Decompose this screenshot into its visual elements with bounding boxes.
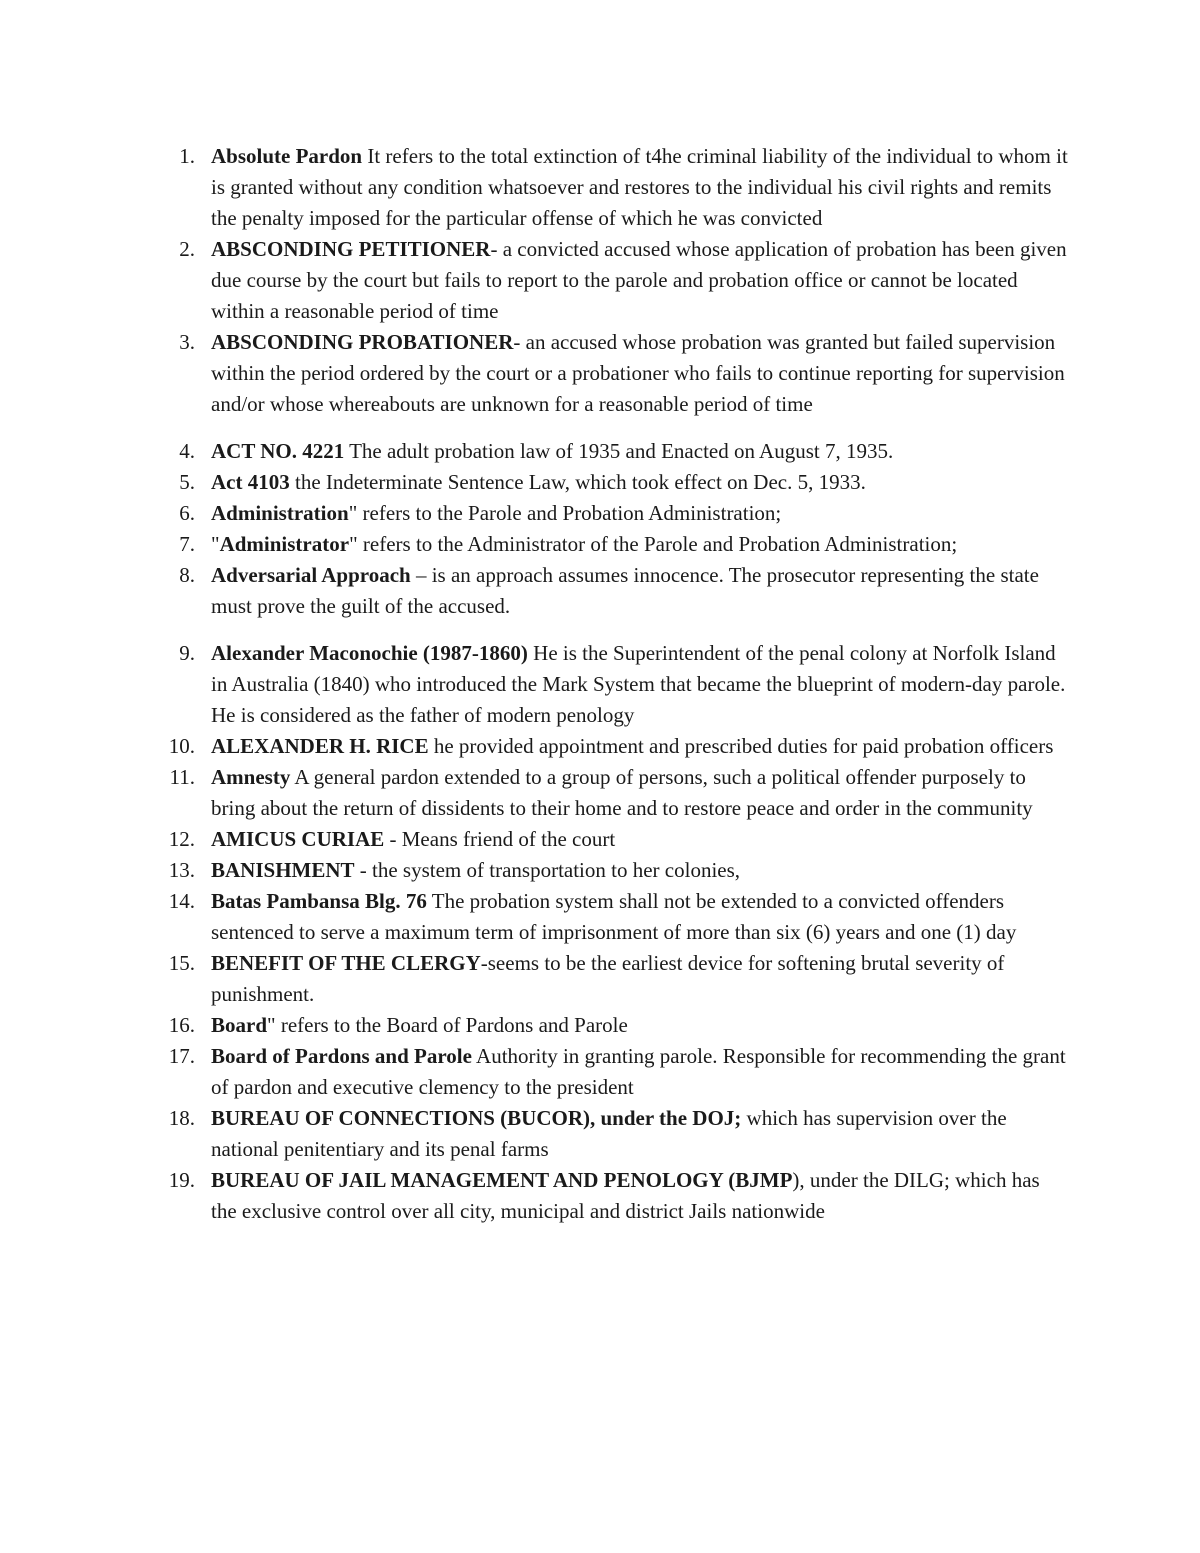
term: ABSCONDING PETITIONER	[211, 237, 491, 261]
definition: Authority in granting parole. Responsible for recommending the grant of pardon and executive clemency to the president	[211, 1044, 1066, 1099]
term: Amnesty	[211, 765, 291, 789]
term: BANISHMENT	[211, 858, 355, 882]
term: ABSCONDING PROBATIONER	[211, 330, 514, 354]
list-item	[0, 638, 1200, 731]
definition: he provided appointment and prescribed duties for paid probation officers	[428, 734, 1054, 758]
definition: A general pardon extended to a group of persons, such a political offender purposely to bring about the return of dissidents to their home and to restore peace and order in the community	[211, 765, 1033, 820]
term: ACT NO. 4221	[211, 439, 345, 463]
list-item	[0, 436, 1200, 467]
definition: ), under the DILG; which has the exclusive control over all city, municipal and district Jails nationwide	[211, 1168, 1040, 1223]
item-number: 13.	[168, 858, 195, 882]
item-number: 6.	[179, 501, 195, 525]
definition: - an accused whose probation was granted but failed supervision within the period ordered by the court or a probationer who fails to continue reporting for supervision and/or whose whereabouts are unknown for a reasonable period of time	[211, 330, 1065, 416]
term: Act 4103	[211, 470, 290, 494]
term: BUREAU OF JAIL MANAGEMENT AND PENOLOGY (BJMP	[211, 1168, 793, 1192]
list-item	[0, 327, 1200, 420]
list-item	[0, 824, 1200, 855]
definition: – is an approach assumes innocence. The prosecutor representing the state must prove the guilt of the accused.	[211, 563, 1039, 618]
definition: " refers to the Board of Pardons and Parole	[267, 1013, 628, 1037]
item-number: 9.	[179, 641, 195, 665]
definition: - the system of transportation to her colonies,	[354, 858, 741, 882]
term: Batas Pambansa Blg. 76	[211, 889, 427, 913]
list-item	[0, 1165, 1200, 1227]
item-number: 4.	[179, 439, 195, 463]
item-number: 10.	[168, 734, 195, 758]
list-item	[0, 762, 1200, 824]
list-item	[0, 731, 1200, 762]
item-number: 8.	[179, 563, 195, 587]
term: Administrator	[219, 532, 350, 556]
list-item	[0, 560, 1200, 622]
term: ALEXANDER H. RICE	[211, 734, 429, 758]
item-number: 18.	[168, 1106, 195, 1130]
list-item	[0, 234, 1200, 327]
item-number: 12.	[168, 827, 195, 851]
item-number: 11.	[169, 765, 195, 789]
item-number: 19.	[168, 1168, 195, 1192]
definition: " refers to the Parole and Probation Administration;	[348, 501, 782, 525]
definition: the Indeterminate Sentence Law, which took effect on Dec. 5, 1933.	[289, 470, 866, 494]
item-number: 1.	[179, 144, 195, 168]
term: Adversarial Approach	[211, 563, 411, 587]
item-number: 15.	[168, 951, 195, 975]
term: Absolute Pardon	[211, 144, 363, 168]
item-number: 5.	[179, 470, 195, 494]
item-number: 17.	[168, 1044, 195, 1068]
item-number: 14.	[168, 889, 195, 913]
definition: which has supervision over the national penitentiary and its penal farms	[211, 1106, 1007, 1161]
list-item	[0, 886, 1200, 948]
list-item	[0, 529, 1200, 560]
term: BENEFIT OF THE CLERGY	[211, 951, 481, 975]
definition: The probation system shall not be extended to a convicted offenders sentenced to serve a maximum term of imprisonment of more than six (6) years and one (1) day	[211, 889, 1017, 944]
list-item	[0, 948, 1200, 1010]
list-item	[0, 1041, 1200, 1103]
definition: - Means friend of the court	[384, 827, 616, 851]
term: BUREAU OF CONNECTIONS (BUCOR), under the DOJ;	[211, 1106, 742, 1130]
list-item	[0, 855, 1200, 886]
item-number: 16.	[168, 1013, 195, 1037]
list-item	[0, 1010, 1200, 1041]
item-number: 2.	[179, 237, 195, 261]
item-number: 3.	[179, 330, 195, 354]
list-item	[0, 467, 1200, 498]
list-item	[0, 1103, 1200, 1165]
definition: " refers to the Administrator of the Parole and Probation Administration;	[349, 532, 958, 556]
definition: The adult probation law of 1935 and Enacted on August 7, 1935.	[344, 439, 894, 463]
item-number: 7.	[179, 532, 195, 556]
term: Board	[211, 1013, 268, 1037]
definition: -seems to be the earliest device for softening brutal severity of punishment.	[211, 951, 1005, 1006]
definition: He is the Superintendent of the penal colony at Norfolk Island in Australia (1840) who introduced the Mark System that became the blueprint of modern-day parole. He is considered as the father of modern penology	[211, 641, 1066, 727]
term-prefix: "	[211, 532, 220, 556]
definition: It refers to the total extinction of t4he criminal liability of the individual to whom it is granted without any condition whatsoever and restores to the individual his civil rights and remits the penalty imposed for the particular offense of which he was convicted	[211, 144, 1068, 230]
term: Administration	[211, 501, 349, 525]
list-item	[0, 141, 1200, 234]
list-item	[0, 498, 1200, 529]
term: Alexander Maconochie (1987-1860)	[211, 641, 528, 665]
glossary-list	[0, 141, 1200, 1227]
definition: - a convicted accused whose application of probation has been given due course by the court but fails to report to the parole and probation office or cannot be located within a reasonable period of time	[211, 237, 1067, 323]
term: Board of Pardons and Parole	[211, 1044, 472, 1068]
term: AMICUS CURIAE	[211, 827, 385, 851]
